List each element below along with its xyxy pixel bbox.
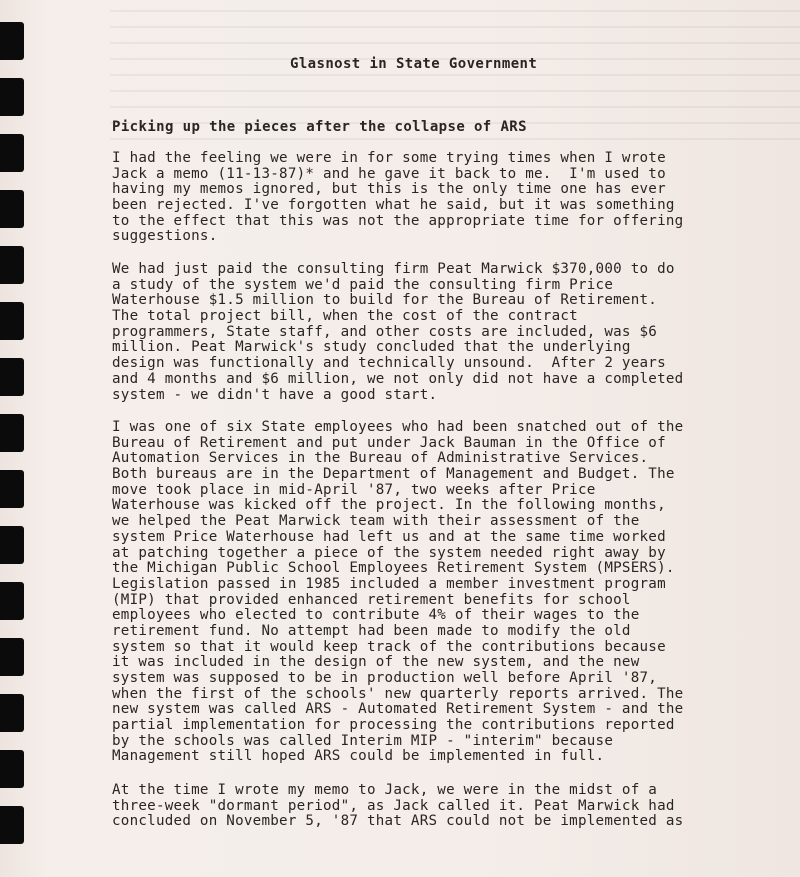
binding-hole [0, 526, 24, 564]
text-line: by the schools was called Interim MIP - "interim" because [112, 732, 614, 749]
text-line: system - we didn't have a good start. [112, 386, 438, 403]
binding-hole [0, 246, 24, 284]
section-heading: Picking up the pieces after the collapse of ARS [112, 119, 527, 135]
text-line: Management still hoped ARS could be implemented in full. [112, 748, 605, 765]
binding-hole [0, 22, 24, 60]
text-line: having my memos ignored, but this is the only time one has ever [112, 181, 666, 198]
text-line: programmers, State staff, and other costs are included, was $6 [112, 323, 658, 340]
text-line: the Michigan Public School Employees Retirement System (MPSERS). [112, 560, 675, 577]
text-line: been rejected. I've forgotten what he said, but it was something [112, 197, 675, 214]
text-line: Jack a memo (11-13-87)* and he gave it back to me. I'm used to [112, 165, 666, 182]
text-line: Bureau of Retirement and put under Jack Bauman in the Office of [112, 434, 666, 451]
text-line: I had the feeling we were in for some trying times when I wrote [112, 150, 666, 166]
text-line: The total project bill, when the cost of the contract [112, 308, 578, 325]
text-line: three-week "dormant period", as Jack called it. Peat Marwick had [112, 797, 675, 814]
text-line: to the effect that this was not the appropriate time for offering [112, 212, 684, 229]
text-line: when the first of the schools' new quarterly reports arrived. The [112, 685, 684, 702]
binding-hole [0, 470, 24, 508]
text-line: retirement fund. No attempt had been made to modify the old [112, 622, 631, 639]
binding-hole [0, 638, 24, 676]
binding-hole [0, 134, 24, 172]
text-line: Waterhouse $1.5 million to build for the Bureau of Retirement. [112, 292, 658, 309]
binding-hole [0, 358, 24, 396]
binding-hole [0, 78, 24, 116]
text-line: Legislation passed in 1985 included a member investment program [112, 575, 666, 592]
text-line: system so that it would keep track of the contributions because [112, 638, 666, 655]
text-line: At the time I wrote my memo to Jack, we were in the midst of a [112, 782, 658, 798]
text-line: it was included in the design of the new system, and the new [112, 654, 640, 671]
text-line: concluded on November 5, '87 that ARS could not be implemented as [112, 813, 684, 830]
text-line: at patching together a piece of the system needed right away by [112, 544, 666, 561]
text-line: employees who elected to contribute 4% of their wages to the [112, 607, 640, 624]
text-line: Automation Services in the Bureau of Administrative Services. [112, 450, 649, 467]
paragraph-4 [112, 783, 683, 830]
text-line: I was one of six State employees who had been snatched out of the [112, 419, 684, 435]
text-line: and 4 months and $6 million, we not only did not have a completed [112, 370, 684, 387]
paragraph-1 [112, 151, 683, 245]
text-line: system was supposed to be in production well before April '87, [112, 670, 658, 686]
text-line: partial implementation for processing the contributions reported [112, 717, 675, 734]
text-line: We had just paid the consulting firm Peat Marwick $370,000 to do [112, 261, 675, 277]
text-line: we helped the Peat Marwick team with their assessment of the [112, 513, 640, 530]
text-line: Both bureaus are in the Department of Management and Budget. The [112, 466, 675, 483]
text-line: suggestions. [112, 228, 218, 245]
text-line: system Price Waterhouse had left us and at the same time worked [112, 528, 666, 545]
binding-hole [0, 806, 24, 844]
text-line: a study of the system we'd paid the consulting firm Price [112, 276, 614, 293]
binding-hole [0, 582, 24, 620]
paragraph-2 [112, 262, 683, 403]
comb-binding [0, 0, 30, 877]
text-line: new system was called ARS - Automated Retirement System - and the [112, 701, 684, 718]
text-line: design was functionally and technically unsound. After 2 years [112, 355, 666, 372]
text-line: million. Peat Marwick's study concluded that the underlying [112, 339, 631, 356]
binding-hole [0, 694, 24, 732]
binding-hole [0, 190, 24, 228]
binding-hole [0, 750, 24, 788]
binding-hole [0, 302, 24, 340]
text-line: (MIP) that provided enhanced retirement benefits for school [112, 591, 631, 608]
text-line: Waterhouse was kicked off the project. In the following months, [112, 497, 666, 514]
paragraph-3 [112, 420, 683, 765]
binding-hole [0, 414, 24, 452]
document-title: Glasnost in State Government [290, 56, 538, 72]
text-line: move took place in mid-April '87, two weeks after Price [112, 481, 596, 498]
